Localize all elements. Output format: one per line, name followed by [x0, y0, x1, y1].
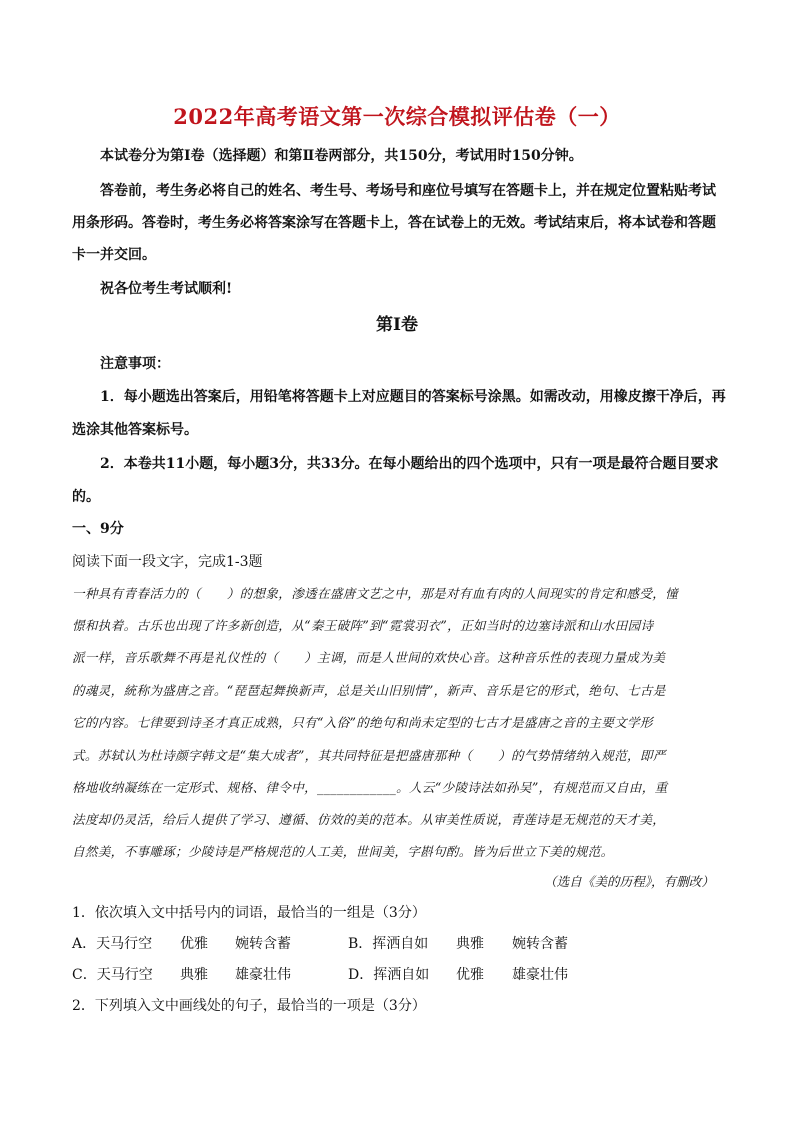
- intro-line-2a: 答卷前，考生务必将自己的姓名、考生号、考场号和座位号填写在答题卡上，并在规定位置粘贴考试: [100, 183, 716, 199]
- part1-instruction: 阅读下面一段文字，完成1-3题: [72, 554, 263, 570]
- q1-option-c-word2: 典雅: [180, 967, 208, 983]
- q1-option-c-word3: 雄豪壮伟: [235, 967, 291, 983]
- q1-option-b-label: B．挥洒自如: [348, 936, 429, 952]
- passage-line: 自然美，不事雕琢；少陵诗是严格规范的人工美，世间美，字斟句酌。皆为后世立下美的规范。: [72, 844, 614, 859]
- q1-option-a-word3: 婉转含蓄: [235, 936, 291, 952]
- q1-option-b-word3: 婉转含蓄: [512, 936, 568, 952]
- passage-line: 法度却仍灵活，给后人提供了学习、遵循、仿效的美的范本。从审美性质说，青莲诗是无规范的天才美，: [72, 812, 666, 827]
- passage-source: （选自《美的历程》，有删改）: [543, 874, 714, 889]
- intro-line-1: 本试卷分为第Ⅰ卷（选择题）和第Ⅱ卷两部分，共150分，考试用时150分钟。: [100, 148, 583, 164]
- q1-option-d-label: D．挥洒自如: [348, 967, 430, 983]
- passage-line: 式。苏轼认为杜诗颜字韩文是“集大成者”，其共同特征是把盛唐那种（ ）的气势情绪纳入规范，即严: [72, 748, 666, 763]
- intro-line-2c: 卡一并交回。: [72, 247, 156, 263]
- exam-title: 2022年高考语文第一次综合模拟评估卷（一）: [173, 104, 621, 129]
- q1-option-d-word2: 优雅: [456, 967, 484, 983]
- notes-heading: 注意事项：: [100, 356, 170, 372]
- note-1a: 1．每小题选出答案后，用铅笔将答题卡上对应题目的答案标号涂黑。如需改动，用橡皮擦干净后，再: [100, 389, 726, 405]
- passage-line: 它的内容。七律要到诗圣才真正成熟，只有“入俗”的绝句和尚未定型的七古才是盛唐之音的主要文学形: [72, 715, 653, 730]
- q1-option-c-label: C．天马行空: [72, 967, 153, 983]
- passage-line: 憬和执着。古乐也出现了许多新创造，从“秦王破阵”到“霓裳羽衣”，正如当时的边塞诗派和山水田园诗: [72, 618, 654, 633]
- section-title: 第Ⅰ卷: [376, 315, 418, 335]
- q1-stem: 1．依次填入文中括号内的词语，最恰当的一组是（3分）: [72, 905, 426, 921]
- q2-stem: 2．下列填入文中画线处的句子，最恰当的一项是（3分）: [72, 998, 426, 1014]
- q1-option-a-word2: 优雅: [180, 936, 208, 952]
- note-1b: 选涂其他答案标号。: [72, 422, 198, 438]
- q1-option-d-word3: 雄豪壮伟: [512, 967, 568, 983]
- intro-line-2b: 用条形码。答卷时，考生务必将答案涂写在答题卡上，答在试卷上的无效。考试结束后，将本试卷和答题: [72, 215, 716, 231]
- passage-line: 的魂灵，統称为盛唐之音。“琵琶起舞换新声，总是关山旧别情”，新声、音乐是它的形式，绝句、七古是: [72, 683, 666, 698]
- note-2b: 的。: [72, 489, 100, 505]
- q1-option-b-word2: 典雅: [456, 936, 484, 952]
- passage-line: 派一样，音乐歌舞不再是礼仪性的（ ）主调，而是人世间的欢快心音。这种音乐性的表现力量成为美: [72, 650, 666, 665]
- passage-line: 一种具有青春活力的（ ）的想象，渗透在盛唐文艺之中，那是对有血有肉的人间现实的肯定和感受，憧: [72, 586, 679, 601]
- note-2a: 2．本卷共11小题，每小题3分，共33分。在每小题给出的四个选项中，只有一项是最符合题目要求: [100, 456, 719, 472]
- part1-heading: 一、9分: [72, 521, 124, 537]
- passage-line: 格地收纳凝练在一定形式、规格、律令中，____________。人云“少陵诗法如孙吴”，有规范而又自由，重: [72, 780, 668, 795]
- q1-option-a-label: A．天马行空: [72, 936, 153, 952]
- intro-line-3: 祝各位考生考试顺利!: [100, 281, 233, 297]
